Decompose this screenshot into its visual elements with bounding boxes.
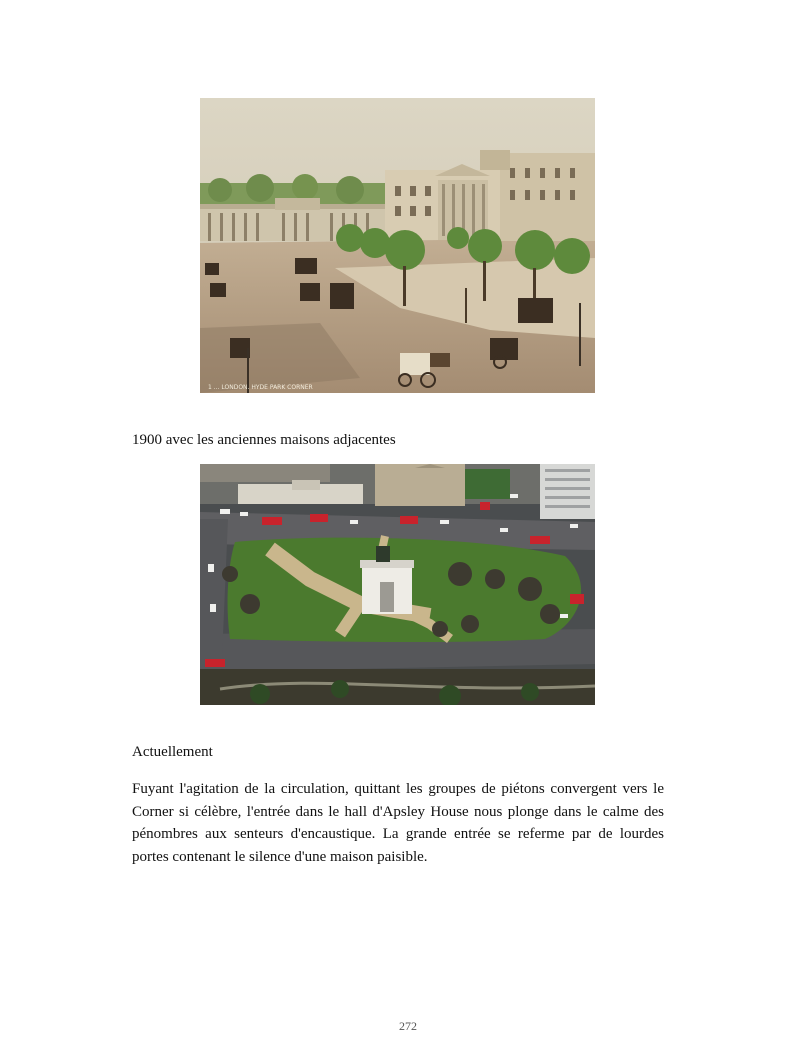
figure-caption-1900: 1900 avec les anciennes maisons adjacentes [132, 432, 396, 448]
photo-stamp: 1 ... LONDON. HYDE PARK CORNER [208, 384, 313, 391]
historic-photo [200, 98, 595, 393]
figure-caption-today: Actuellement [132, 744, 213, 760]
page-number: 272 [399, 1019, 417, 1033]
historic-photo-icon [200, 98, 595, 393]
aerial-photo-icon [200, 464, 595, 705]
body-paragraph: Fuyant l'agitation de la circulation, quittant les groupes de piétons convergent vers le Corner si célèbre, l'entrée dans le hall d'Apsley House nous plonge dans le calme des pénombres aux senteurs d'encaustique. La grande entrée se referme par de lourdes portes contenant le silence d'une maison paisible. [132, 781, 664, 865]
aerial-photo [200, 464, 595, 705]
